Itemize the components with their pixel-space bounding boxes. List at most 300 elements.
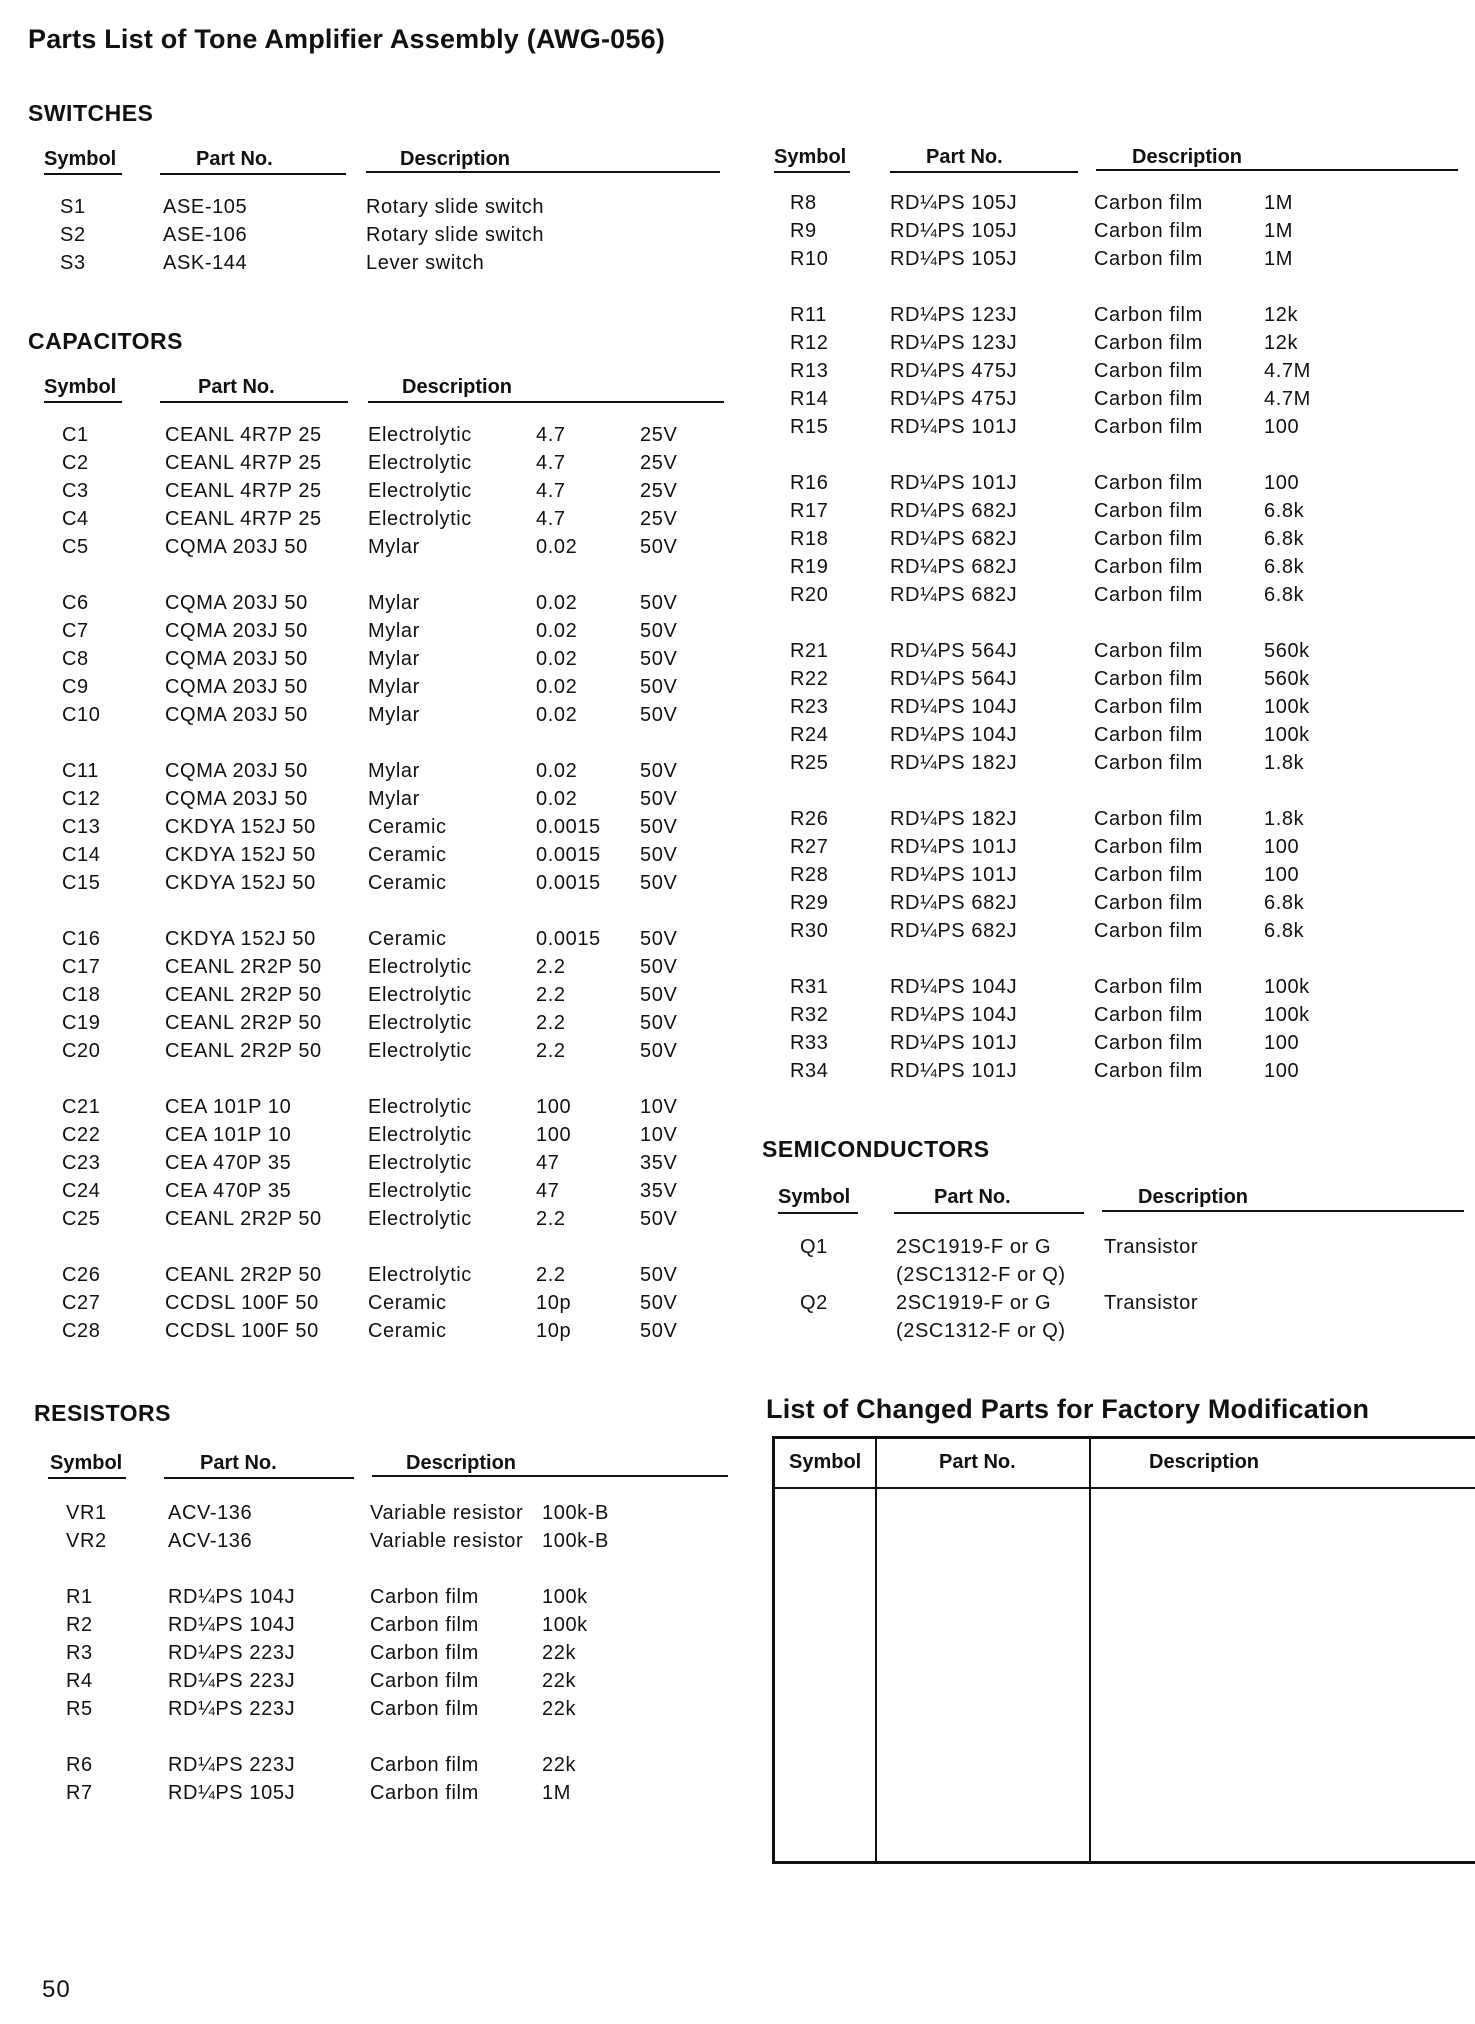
resistors-title: RESISTORS [34,1400,171,1426]
description-cell: Carbon film [1094,388,1203,410]
symbol-cell: R7 [66,1782,93,1804]
symbol-cell: C9 [62,676,89,698]
symbol-cell: R20 [790,584,829,606]
symbol-cell: C1 [62,424,89,446]
part-no-cell: CEANL 4R7P 25 [165,508,322,530]
part-no-cell: CEANL 2R2P 50 [165,984,322,1006]
value-cell: 100k [1264,1004,1310,1026]
symbol-cell: S1 [60,196,86,218]
part-no-cell: ASE-106 [163,224,248,246]
rating-cell: 50V [640,536,678,558]
rating-cell: 25V [640,508,678,530]
value-cell: 12k [1264,332,1299,354]
symbol-cell: VR2 [66,1530,107,1552]
value-cell: 10p [536,1292,572,1314]
description-cell: Carbon film [1094,556,1203,578]
description-cell: Carbon film [1094,1032,1203,1054]
value-cell: 2.2 [536,1208,566,1230]
symbol-cell: C20 [62,1040,101,1062]
value-cell: 1M [1264,220,1293,242]
part-no-cell: RD¼PS 682J [890,892,1018,914]
part-no-cell: RD¼PS 564J [890,668,1018,690]
symbol-cell: C24 [62,1180,101,1202]
part-no-cell: 2SC1919-F or G [896,1292,1052,1314]
description-cell: Electrolytic [368,1208,472,1230]
part-no-cell: RD¼PS 104J [890,976,1018,998]
switches-header-rule-description [366,171,720,173]
value-cell: 0.02 [536,592,578,614]
description-cell: Carbon film [370,1754,479,1776]
value-cell: 6.8k [1264,584,1305,606]
symbol-cell: R4 [66,1670,93,1692]
part-no-cell: CEANL 2R2P 50 [165,1040,322,1062]
description-cell: Carbon film [1094,500,1203,522]
rating-cell: 25V [640,452,678,474]
rating-cell: 25V [640,480,678,502]
part-no-cell: RD¼PS 101J [890,836,1018,858]
semiconductors-header-symbol: Symbol [778,1186,851,1208]
description-cell: Mylar [368,536,420,558]
symbol-cell: C27 [62,1292,101,1314]
description-cell: Carbon film [1094,808,1203,830]
part-no-cell: CEANL 4R7P 25 [165,424,322,446]
part-no-cell: ASE-105 [163,196,248,218]
value-cell: 22k [542,1670,577,1692]
symbol-cell: S3 [60,252,86,274]
symbol-cell: R29 [790,892,829,914]
description-cell: Carbon film [1094,472,1203,494]
symbol-cell: R2 [66,1614,93,1636]
part-no-cell: CQMA 203J 50 [165,704,308,726]
symbol-cell: C18 [62,984,101,1006]
description-cell: Mylar [368,676,420,698]
description-cell: Electrolytic [368,1124,472,1146]
description-cell: Carbon film [1094,332,1203,354]
value-cell: 2.2 [536,1012,566,1034]
symbol-cell: R32 [790,1004,829,1026]
part-no-cell: (2SC1312-F or Q) [896,1264,1066,1286]
description-cell: Ceramic [368,872,447,894]
symbol-cell: R12 [790,332,829,354]
symbol-cell: R25 [790,752,829,774]
page-title: Parts List of Tone Amplifier Assembly (AWG-056) [28,24,666,54]
rating-cell: 50V [640,956,678,978]
symbol-cell: C12 [62,788,101,810]
part-no-cell: RD¼PS 682J [890,500,1018,522]
description-cell: Ceramic [368,1320,447,1342]
symbol-cell: Q1 [800,1236,828,1258]
value-cell: 100 [1264,472,1300,494]
value-cell: 0.0015 [536,928,601,950]
rating-cell: 50V [640,1320,678,1342]
symbol-cell: C2 [62,452,89,474]
value-cell: 100k [1264,696,1310,718]
rating-cell: 50V [640,928,678,950]
description-cell: Carbon film [1094,416,1203,438]
description-cell: Carbon film [1094,360,1203,382]
page-number: 50 [42,1976,71,2003]
part-no-cell: CEANL 4R7P 25 [165,480,322,502]
switches-header-symbol: Symbol [44,148,117,170]
semiconductors-header-rule-part-no [894,1212,1084,1214]
symbol-cell: R3 [66,1642,93,1664]
value-cell: 2.2 [536,956,566,978]
value-cell: 0.0015 [536,816,601,838]
symbol-cell: C28 [62,1320,101,1342]
part-no-cell: 2SC1919-F or G [896,1236,1052,1258]
description-cell: Carbon film [1094,248,1203,270]
value-cell: 2.2 [536,1040,566,1062]
description-cell: Carbon film [1094,640,1203,662]
part-no-cell: ACV-136 [168,1502,253,1524]
symbol-cell: R16 [790,472,829,494]
rating-cell: 50V [640,788,678,810]
part-no-cell: CQMA 203J 50 [165,620,308,642]
description-cell: Carbon film [1094,976,1203,998]
value-cell: 0.02 [536,704,578,726]
symbol-cell: R18 [790,528,829,550]
rating-cell: 50V [640,1012,678,1034]
part-no-cell: RD¼PS 105J [890,248,1018,270]
description-cell: Rotary slide switch [366,224,545,246]
value-cell: 2.2 [536,984,566,1006]
symbol-cell: R23 [790,696,829,718]
rating-cell: 50V [640,872,678,894]
symbol-cell: C16 [62,928,101,950]
description-cell: Transistor [1104,1236,1199,1258]
value-cell: 6.8k [1264,500,1305,522]
description-cell: Mylar [368,704,420,726]
symbol-cell: R11 [790,304,828,326]
value-cell: 100k-B [542,1502,609,1524]
description-cell: Carbon film [370,1670,479,1692]
symbol-cell: C4 [62,508,89,530]
description-cell: Carbon film [370,1782,479,1804]
symbol-cell: R22 [790,668,829,690]
semiconductors-header-part-no: Part No. [934,1186,1011,1208]
part-no-cell: RD¼PS 101J [890,864,1018,886]
description-cell: Carbon film [1094,724,1203,746]
resistors-cont-header-symbol: Symbol [774,146,847,168]
rating-cell: 35V [640,1152,678,1174]
description-cell: Carbon film [1094,528,1203,550]
part-no-cell: CEANL 2R2P 50 [165,1208,322,1230]
rating-cell: 50V [640,984,678,1006]
part-no-cell: RD¼PS 682J [890,528,1018,550]
description-cell: Electrolytic [368,1096,472,1118]
symbol-cell: C11 [62,760,100,782]
symbol-cell: C13 [62,816,101,838]
part-no-cell: CQMA 203J 50 [165,676,308,698]
part-no-cell: RD¼PS 223J [168,1698,296,1720]
value-cell: 10p [536,1320,572,1342]
symbol-cell: C10 [62,704,101,726]
value-cell: 0.02 [536,676,578,698]
value-cell: 560k [1264,668,1310,690]
value-cell: 100 [1264,416,1300,438]
description-cell: Transistor [1104,1292,1199,1314]
part-no-cell: RD¼PS 104J [168,1586,296,1608]
symbol-cell: R14 [790,388,829,410]
part-no-cell: RD¼PS 105J [890,192,1018,214]
value-cell: 100k [542,1614,588,1636]
symbol-cell: S2 [60,224,86,246]
part-no-cell: CCDSL 100F 50 [165,1320,319,1342]
resistors-cont-header-rule-description [1096,169,1458,171]
description-cell: Electrolytic [368,452,472,474]
part-no-cell: CEANL 2R2P 50 [165,1012,322,1034]
value-cell: 12k [1264,304,1299,326]
value-cell: 4.7M [1264,388,1311,410]
part-no-cell: RD¼PS 104J [890,724,1018,746]
symbol-cell: R33 [790,1032,829,1054]
capacitors-header-rule-description [368,401,724,403]
description-cell: Lever switch [366,252,485,274]
resistors-cont-header-part-no: Part No. [926,146,1003,168]
rating-cell: 10V [640,1096,678,1118]
description-cell: Carbon film [1094,584,1203,606]
part-no-cell: RD¼PS 104J [890,696,1018,718]
changed-parts-header-description: Description [1149,1451,1260,1473]
description-cell: Carbon film [370,1614,479,1636]
value-cell: 47 [536,1180,560,1202]
value-cell: 100k [1264,976,1310,998]
symbol-cell: R1 [66,1586,93,1608]
value-cell: 1M [1264,192,1293,214]
value-cell: 6.8k [1264,528,1305,550]
part-no-cell: CKDYA 152J 50 [165,872,316,894]
description-cell: Electrolytic [368,1180,472,1202]
description-cell: Electrolytic [368,424,472,446]
value-cell: 47 [536,1152,560,1174]
symbol-cell: R9 [790,220,817,242]
switches-header-part-no: Part No. [196,148,273,170]
value-cell: 4.7 [536,424,566,446]
description-cell: Electrolytic [368,1040,472,1062]
value-cell: 100k [1264,724,1310,746]
value-cell: 1M [542,1782,571,1804]
value-cell: 6.8k [1264,892,1305,914]
changed-parts-column-divider [875,1439,877,1861]
symbol-cell: R8 [790,192,817,214]
resistors-cont-header-rule-part-no [890,171,1078,173]
changed-parts-title: List of Changed Parts for Factory Modification [766,1394,1370,1424]
rating-cell: 50V [640,1040,678,1062]
value-cell: 6.8k [1264,920,1305,942]
description-cell: Electrolytic [368,480,472,502]
part-no-cell: CQMA 203J 50 [165,592,308,614]
symbol-cell: C23 [62,1152,101,1174]
description-cell: Ceramic [368,844,447,866]
symbol-cell: R30 [790,920,829,942]
capacitors-header-description: Description [402,376,513,398]
part-no-cell: RD¼PS 223J [168,1754,296,1776]
switches-header-rule-part-no [160,173,346,175]
symbol-cell: R5 [66,1698,93,1720]
description-cell: Ceramic [368,816,447,838]
changed-parts-column-divider [1089,1439,1091,1861]
part-no-cell: RD¼PS 182J [890,752,1018,774]
part-no-cell: CCDSL 100F 50 [165,1292,319,1314]
description-cell: Carbon film [370,1698,479,1720]
value-cell: 560k [1264,640,1310,662]
description-cell: Electrolytic [368,956,472,978]
description-cell: Carbon film [1094,1060,1203,1082]
symbol-cell: R34 [790,1060,829,1082]
part-no-cell: CEA 101P 10 [165,1096,292,1118]
value-cell: 6.8k [1264,556,1305,578]
part-no-cell: RD¼PS 682J [890,584,1018,606]
description-cell: Mylar [368,760,420,782]
part-no-cell: CQMA 203J 50 [165,760,308,782]
value-cell: 0.0015 [536,844,601,866]
part-no-cell: CEA 470P 35 [165,1180,292,1202]
semiconductors-header-rule-symbol [778,1212,858,1214]
value-cell: 0.02 [536,760,578,782]
changed-parts-header-symbol: Symbol [789,1451,862,1473]
value-cell: 4.7 [536,480,566,502]
description-cell: Carbon film [1094,192,1203,214]
description-cell: Carbon film [1094,752,1203,774]
symbol-cell: R21 [790,640,829,662]
symbol-cell: R19 [790,556,829,578]
part-no-cell: RD¼PS 101J [890,472,1018,494]
part-no-cell: RD¼PS 123J [890,332,1018,354]
part-no-cell: RD¼PS 475J [890,388,1018,410]
symbol-cell: R17 [790,500,829,522]
value-cell: 0.02 [536,788,578,810]
switches-header-rule-symbol [44,173,122,175]
part-no-cell: CEA 470P 35 [165,1152,292,1174]
description-cell: Carbon film [1094,864,1203,886]
part-no-cell: RD¼PS 564J [890,640,1018,662]
description-cell: Carbon film [1094,920,1203,942]
part-no-cell: RD¼PS 105J [890,220,1018,242]
changed-parts-header-part-no: Part No. [939,1451,1016,1473]
description-cell: Electrolytic [368,1012,472,1034]
symbol-cell: R27 [790,836,829,858]
part-no-cell: CEANL 2R2P 50 [165,1264,322,1286]
description-cell: Carbon film [1094,1004,1203,1026]
rating-cell: 10V [640,1124,678,1146]
rating-cell: 50V [640,676,678,698]
rating-cell: 50V [640,1292,678,1314]
rating-cell: 50V [640,760,678,782]
capacitors-header-rule-symbol [44,401,122,403]
part-no-cell: RD¼PS 101J [890,416,1018,438]
symbol-cell: C17 [62,956,101,978]
part-no-cell: CEANL 4R7P 25 [165,452,322,474]
value-cell: 2.2 [536,1264,566,1286]
value-cell: 100 [536,1096,572,1118]
description-cell: Carbon film [1094,220,1203,242]
description-cell: Carbon film [1094,304,1203,326]
part-no-cell: CQMA 203J 50 [165,536,308,558]
value-cell: 4.7M [1264,360,1311,382]
value-cell: 4.7 [536,508,566,530]
part-no-cell: RD¼PS 223J [168,1642,296,1664]
part-no-cell: CKDYA 152J 50 [165,928,316,950]
description-cell: Carbon film [1094,892,1203,914]
value-cell: 22k [542,1642,577,1664]
semiconductors-header-description: Description [1138,1186,1249,1208]
part-no-cell: CKDYA 152J 50 [165,844,316,866]
description-cell: Electrolytic [368,1264,472,1286]
resistors-header-rule-symbol [48,1477,126,1479]
description-cell: Variable resistor [370,1502,524,1524]
symbol-cell: C8 [62,648,89,670]
part-no-cell: RD¼PS 123J [890,304,1018,326]
description-cell: Carbon film [1094,696,1203,718]
part-no-cell: CQMA 203J 50 [165,648,308,670]
symbol-cell: C6 [62,592,89,614]
resistors-header-rule-part-no [164,1477,354,1479]
part-no-cell: CEANL 2R2P 50 [165,956,322,978]
symbol-cell: R28 [790,864,829,886]
part-no-cell: ASK-144 [163,252,248,274]
part-no-cell: RD¼PS 682J [890,920,1018,942]
capacitors-header-symbol: Symbol [44,376,117,398]
rating-cell: 50V [640,648,678,670]
part-no-cell: RD¼PS 182J [890,808,1018,830]
rating-cell: 50V [640,1264,678,1286]
resistors-header-description: Description [406,1452,517,1474]
description-cell: Carbon film [1094,668,1203,690]
description-cell: Mylar [368,788,420,810]
symbol-cell: C25 [62,1208,101,1230]
part-no-cell: RD¼PS 104J [168,1614,296,1636]
resistors-header-symbol: Symbol [50,1452,123,1474]
value-cell: 1M [1264,248,1293,270]
part-no-cell: RD¼PS 101J [890,1060,1018,1082]
value-cell: 0.02 [536,648,578,670]
semiconductors-header-rule-description [1102,1210,1464,1212]
value-cell: 22k [542,1754,577,1776]
symbol-cell: R15 [790,416,829,438]
description-cell: Carbon film [1094,836,1203,858]
value-cell: 1.8k [1264,808,1305,830]
resistors-header-rule-description [372,1475,728,1477]
capacitors-header-part-no: Part No. [198,376,275,398]
symbol-cell: C14 [62,844,101,866]
value-cell: 100 [1264,864,1300,886]
symbol-cell: R31 [790,976,829,998]
rating-cell: 50V [640,1208,678,1230]
rating-cell: 50V [640,704,678,726]
rating-cell: 50V [640,620,678,642]
switches-header-description: Description [400,148,511,170]
description-cell: Ceramic [368,1292,447,1314]
symbol-cell: R24 [790,724,829,746]
description-cell: Ceramic [368,928,447,950]
description-cell: Variable resistor [370,1530,524,1552]
symbol-cell: C7 [62,620,89,642]
symbol-cell: C15 [62,872,101,894]
semiconductors-title: SEMICONDUCTORS [762,1136,990,1162]
resistors-header-part-no: Part No. [200,1452,277,1474]
symbol-cell: R6 [66,1754,93,1776]
resistors-cont-header-description: Description [1132,146,1243,168]
description-cell: Mylar [368,592,420,614]
description-cell: Electrolytic [368,508,472,530]
value-cell: 100 [1264,836,1300,858]
value-cell: 100k [542,1586,588,1608]
rating-cell: 25V [640,424,678,446]
part-no-cell: RD¼PS 104J [890,1004,1018,1026]
description-cell: Mylar [368,620,420,642]
part-no-cell: ACV-136 [168,1530,253,1552]
description-cell: Electrolytic [368,1152,472,1174]
